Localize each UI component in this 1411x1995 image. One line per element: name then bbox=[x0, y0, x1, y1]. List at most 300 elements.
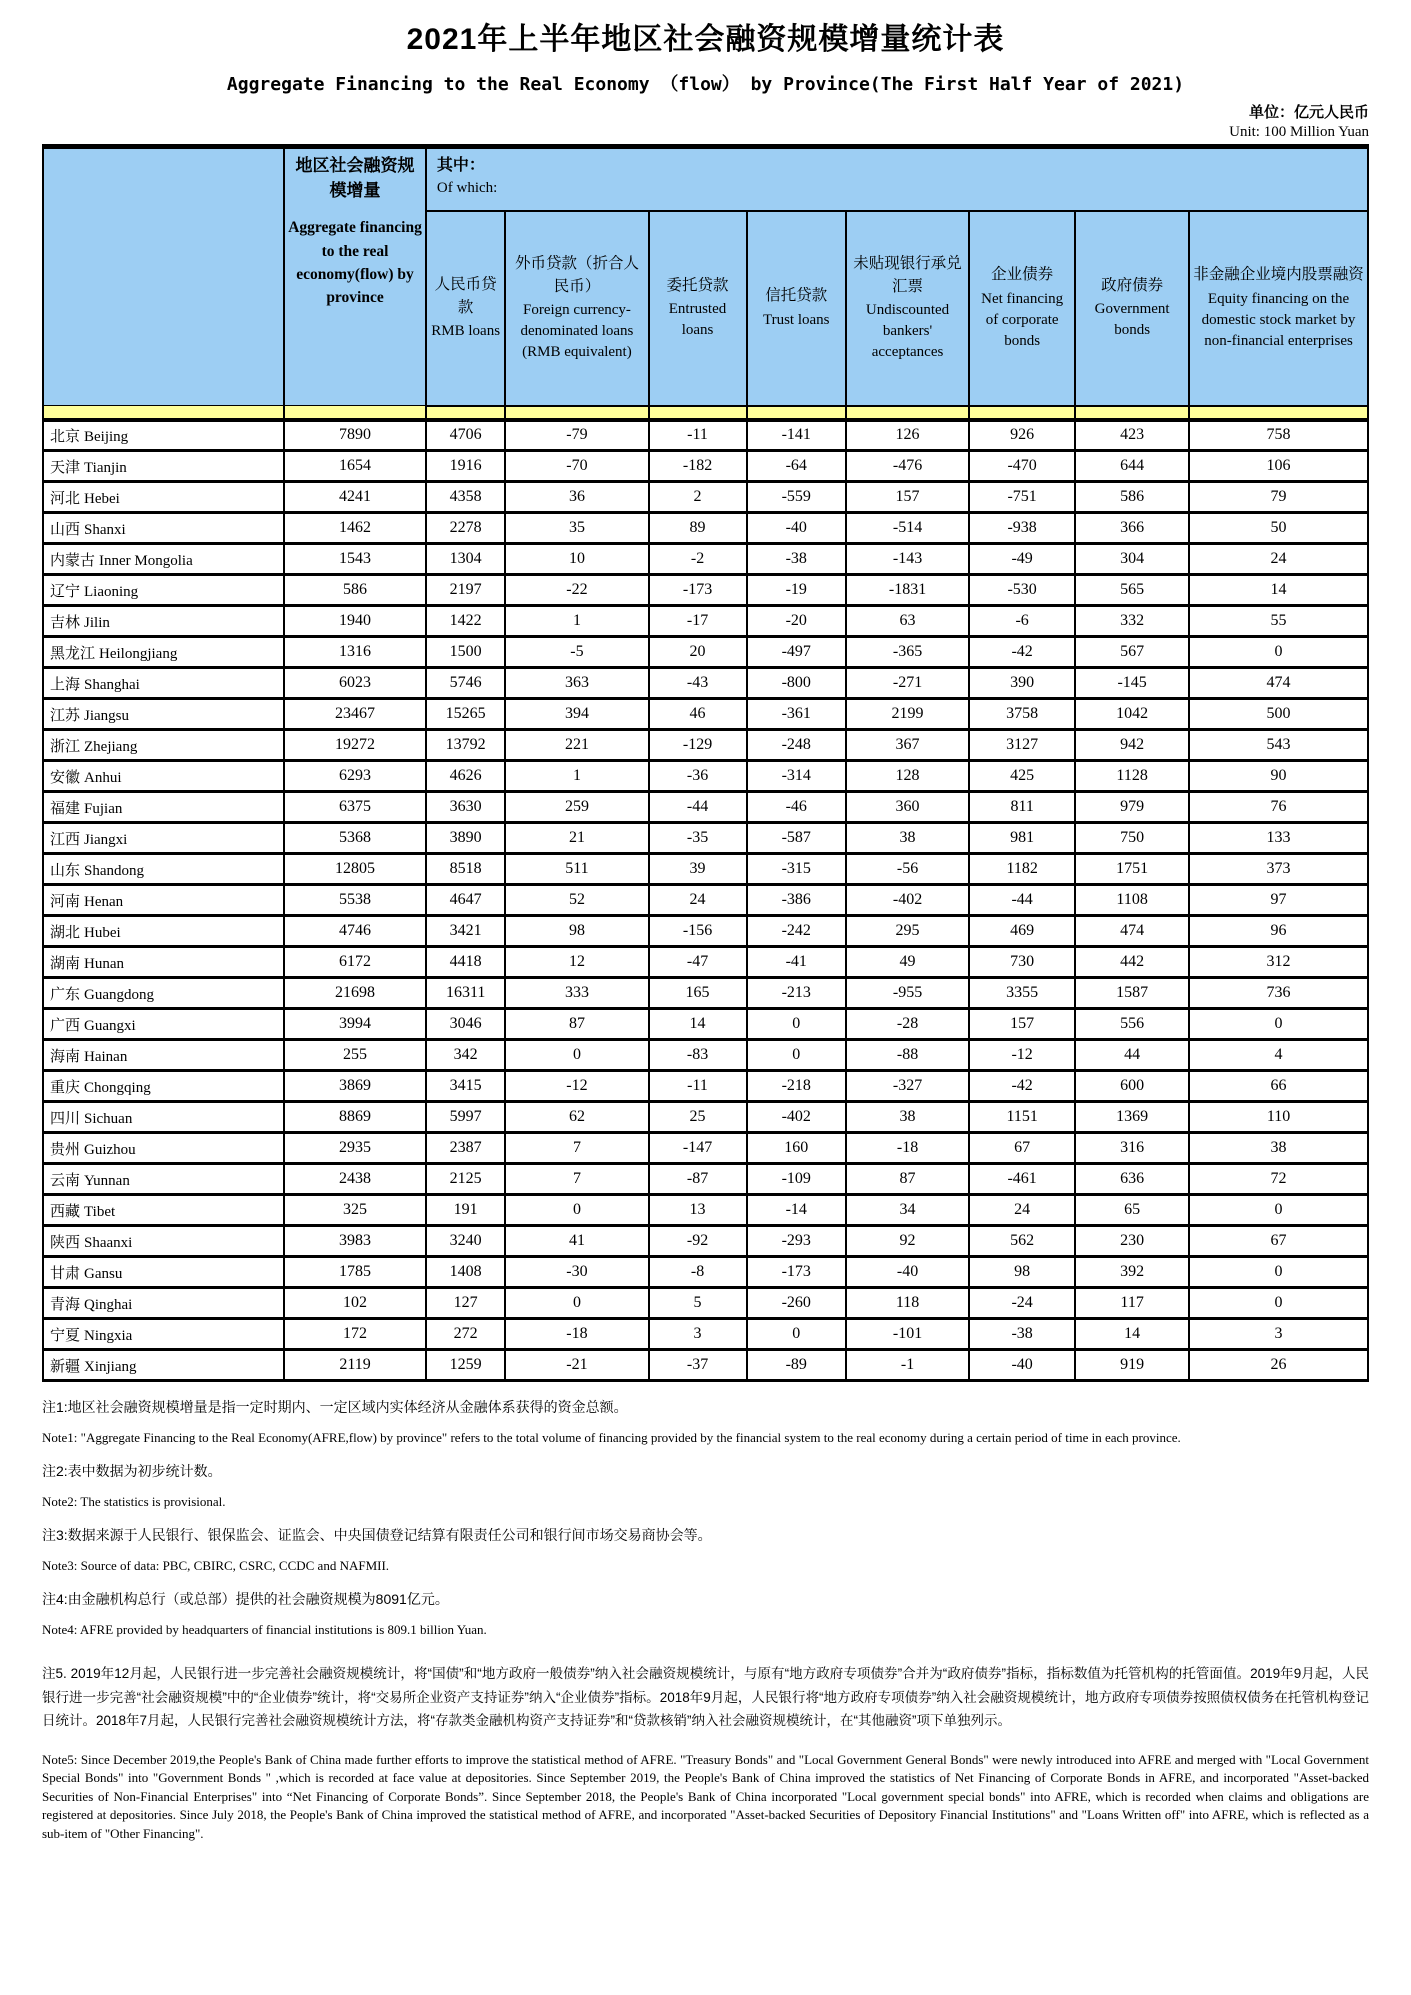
value-cell-government-bonds: 423 bbox=[1075, 420, 1189, 451]
value-cell-trust-loans: -41 bbox=[747, 947, 846, 978]
column-header bbox=[1075, 211, 1189, 406]
value-cell-trust-loans: -260 bbox=[747, 1288, 846, 1319]
value-cell-aggregate: 6375 bbox=[284, 792, 426, 823]
value-cell-corporate-bonds: -751 bbox=[969, 482, 1075, 513]
value-cell-aggregate: 1543 bbox=[284, 544, 426, 575]
value-cell-aggregate: 255 bbox=[284, 1040, 426, 1071]
province-name-zh: 北京 bbox=[50, 427, 81, 445]
value-cell-foreign-currency-loans: -70 bbox=[505, 451, 648, 482]
province-name-zh: 内蒙古 bbox=[50, 551, 96, 569]
value-cell-equity-financing: 72 bbox=[1189, 1164, 1368, 1195]
table-row bbox=[43, 823, 1368, 854]
highlight-strip-cell bbox=[969, 406, 1075, 420]
value-cell-undiscounted-acceptances: 49 bbox=[846, 947, 969, 978]
value-cell-corporate-bonds: 67 bbox=[969, 1133, 1075, 1164]
value-cell-equity-financing: 0 bbox=[1189, 1009, 1368, 1040]
value-cell-trust-loans: -218 bbox=[747, 1071, 846, 1102]
value-cell-government-bonds: 919 bbox=[1075, 1350, 1189, 1381]
value-cell-trust-loans: 160 bbox=[747, 1133, 846, 1164]
value-cell-rmb-loans: 342 bbox=[426, 1040, 506, 1071]
province-name-zh: 辽宁 bbox=[50, 582, 81, 600]
value-cell-government-bonds: 1042 bbox=[1075, 699, 1189, 730]
aggregate-column-header bbox=[284, 147, 426, 406]
value-cell-government-bonds: 1128 bbox=[1075, 761, 1189, 792]
value-cell-undiscounted-acceptances: 367 bbox=[846, 730, 969, 761]
table-row bbox=[43, 885, 1368, 916]
note1-zh: 注1:地区社会融资规模增量是指一定时期内、一定区域内实体经济从金融体系获得的资金总额。 bbox=[42, 1399, 628, 1415]
value-cell-foreign-currency-loans: -5 bbox=[505, 637, 648, 668]
value-cell-aggregate: 6293 bbox=[284, 761, 426, 792]
value-cell-government-bonds: 366 bbox=[1075, 513, 1189, 544]
value-cell-entrusted-loans: 89 bbox=[649, 513, 747, 544]
value-cell-rmb-loans: 16311 bbox=[426, 978, 506, 1009]
table-row bbox=[43, 947, 1368, 978]
province-name-en: Shanxi bbox=[84, 521, 126, 538]
column-header bbox=[1189, 211, 1368, 406]
value-cell-entrusted-loans: -156 bbox=[649, 916, 747, 947]
column-header-en: RMB loans bbox=[431, 322, 501, 339]
province-name-zh: 黑龙江 bbox=[50, 644, 96, 662]
value-cell-undiscounted-acceptances: 295 bbox=[846, 916, 969, 947]
value-cell-undiscounted-acceptances: -28 bbox=[846, 1009, 969, 1040]
value-cell-aggregate: 6172 bbox=[284, 947, 426, 978]
value-cell-corporate-bonds: -461 bbox=[969, 1164, 1075, 1195]
value-cell-government-bonds: 230 bbox=[1075, 1226, 1189, 1257]
value-cell-corporate-bonds: 3355 bbox=[969, 978, 1075, 1009]
value-cell-government-bonds: 750 bbox=[1075, 823, 1189, 854]
value-cell-equity-financing: 66 bbox=[1189, 1071, 1368, 1102]
value-cell-equity-financing: 106 bbox=[1189, 451, 1368, 482]
value-cell-trust-loans: -386 bbox=[747, 885, 846, 916]
value-cell-trust-loans: -64 bbox=[747, 451, 846, 482]
value-cell-rmb-loans: 2125 bbox=[426, 1164, 506, 1195]
value-cell-equity-financing: 133 bbox=[1189, 823, 1368, 854]
value-cell-entrusted-loans: -47 bbox=[649, 947, 747, 978]
province-name-zh: 广西 bbox=[50, 1016, 81, 1034]
value-cell-corporate-bonds: 157 bbox=[969, 1009, 1075, 1040]
value-cell-entrusted-loans: -11 bbox=[649, 420, 747, 451]
value-cell-corporate-bonds: 1182 bbox=[969, 854, 1075, 885]
province-name-en: Jiangxi bbox=[84, 831, 128, 848]
value-cell-undiscounted-acceptances: 126 bbox=[846, 420, 969, 451]
value-cell-undiscounted-acceptances: -101 bbox=[846, 1319, 969, 1350]
province-name-en: Guangxi bbox=[84, 1017, 136, 1034]
value-cell-foreign-currency-loans: -18 bbox=[505, 1319, 648, 1350]
value-cell-government-bonds: 1108 bbox=[1075, 885, 1189, 916]
value-cell-rmb-loans: 3240 bbox=[426, 1226, 506, 1257]
afre-table bbox=[42, 144, 1369, 1382]
column-header bbox=[426, 211, 506, 406]
value-cell-government-bonds: 117 bbox=[1075, 1288, 1189, 1319]
value-cell-entrusted-loans: -2 bbox=[649, 544, 747, 575]
value-cell-aggregate: 3994 bbox=[284, 1009, 426, 1040]
value-cell-undiscounted-acceptances: 38 bbox=[846, 1102, 969, 1133]
province-name-en: Heilongjiang bbox=[99, 645, 178, 662]
table-row bbox=[43, 1133, 1368, 1164]
aggregate-header-en: Aggregate financing to the real economy(flow) by province bbox=[288, 219, 422, 307]
value-cell-undiscounted-acceptances: 38 bbox=[846, 823, 969, 854]
value-cell-corporate-bonds: 1151 bbox=[969, 1102, 1075, 1133]
note4-zh: 注4:由金融机构总行（或总部）提供的社会融资规模为8091亿元。 bbox=[42, 1591, 449, 1607]
value-cell-entrusted-loans: -147 bbox=[649, 1133, 747, 1164]
note5-en: Note5: Since December 2019,the People's Bank of China made further efforts to improve the statistical method of AFRE. "Treasury Bonds" and "Local Government General Bonds" were newly introduced into AFRE and merged with "Local Government Special Bonds" into "Government Bonds " ,which is recorded at face value at depositories. Since September 2019, the People's Bank of China improved the statistics of Net Financing of Corporate Bonds in AFRE, and incorporated "Asset-backed Securities of Non-Financial Enterprises" into “Net Financing of Corporate Bonds”. Since September 2018, the People's Bank of China incorporated "Local government special bonds" into AFRE, which is recorded when claims and obligations are registered at depositories. Since July 2018, the People's Bank of China improved the statistical method of AFRE, and incorporated "Asset-backed Securities of Depository Financial Institutions" and "Loans Written off" into AFRE, which is reflected as a sub-item of "Other Financing". bbox=[42, 1751, 1369, 1841]
province-name-zh: 湖北 bbox=[50, 923, 81, 941]
column-header-en: Net financing of corporate bonds bbox=[981, 290, 1064, 349]
table-row bbox=[43, 637, 1368, 668]
value-cell-equity-financing: 96 bbox=[1189, 916, 1368, 947]
province-cell bbox=[43, 1071, 284, 1102]
value-cell-aggregate: 4746 bbox=[284, 916, 426, 947]
value-cell-foreign-currency-loans: 36 bbox=[505, 482, 648, 513]
value-cell-trust-loans: -109 bbox=[747, 1164, 846, 1195]
highlight-strip-cell bbox=[505, 406, 648, 420]
province-cell bbox=[43, 1009, 284, 1040]
column-header-zh: 非金融企业境内股票融资 bbox=[1193, 266, 1364, 284]
highlight-strip-cell bbox=[284, 406, 426, 420]
province-name-en: Hunan bbox=[84, 955, 125, 972]
value-cell-corporate-bonds: -12 bbox=[969, 1040, 1075, 1071]
value-cell-undiscounted-acceptances: 34 bbox=[846, 1195, 969, 1226]
province-name-en: Xinjiang bbox=[84, 1358, 137, 1375]
value-cell-foreign-currency-loans: -79 bbox=[505, 420, 648, 451]
value-cell-undiscounted-acceptances: -514 bbox=[846, 513, 969, 544]
province-name-zh: 青海 bbox=[50, 1295, 81, 1313]
value-cell-aggregate: 172 bbox=[284, 1319, 426, 1350]
column-header bbox=[846, 211, 969, 406]
value-cell-rmb-loans: 3890 bbox=[426, 823, 506, 854]
value-cell-corporate-bonds: -470 bbox=[969, 451, 1075, 482]
value-cell-entrusted-loans: -129 bbox=[649, 730, 747, 761]
table-row bbox=[43, 1288, 1368, 1319]
value-cell-entrusted-loans: -44 bbox=[649, 792, 747, 823]
value-cell-trust-loans: -14 bbox=[747, 1195, 846, 1226]
value-cell-equity-financing: 0 bbox=[1189, 1288, 1368, 1319]
value-cell-undiscounted-acceptances: 92 bbox=[846, 1226, 969, 1257]
table-row bbox=[43, 730, 1368, 761]
value-cell-aggregate: 2119 bbox=[284, 1350, 426, 1381]
value-cell-corporate-bonds: 981 bbox=[969, 823, 1075, 854]
value-cell-aggregate: 19272 bbox=[284, 730, 426, 761]
table-row bbox=[43, 1164, 1368, 1195]
value-cell-trust-loans: -402 bbox=[747, 1102, 846, 1133]
value-cell-trust-loans: -242 bbox=[747, 916, 846, 947]
value-cell-aggregate: 4241 bbox=[284, 482, 426, 513]
province-cell bbox=[43, 947, 284, 978]
value-cell-aggregate: 3869 bbox=[284, 1071, 426, 1102]
value-cell-rmb-loans: 4647 bbox=[426, 885, 506, 916]
value-cell-entrusted-loans: 13 bbox=[649, 1195, 747, 1226]
table-row bbox=[43, 575, 1368, 606]
province-name-zh: 江西 bbox=[50, 830, 81, 848]
value-cell-undiscounted-acceptances: 360 bbox=[846, 792, 969, 823]
value-cell-equity-financing: 0 bbox=[1189, 1257, 1368, 1288]
column-header bbox=[505, 211, 648, 406]
province-cell bbox=[43, 544, 284, 575]
province-name-en: Chongqing bbox=[84, 1079, 151, 1096]
value-cell-government-bonds: 1369 bbox=[1075, 1102, 1189, 1133]
value-cell-government-bonds: 942 bbox=[1075, 730, 1189, 761]
table-row bbox=[43, 482, 1368, 513]
header-row-top bbox=[43, 147, 1368, 211]
value-cell-corporate-bonds: -42 bbox=[969, 637, 1075, 668]
value-cell-undiscounted-acceptances: -56 bbox=[846, 854, 969, 885]
province-cell bbox=[43, 916, 284, 947]
column-header-zh: 人民币贷款 bbox=[434, 276, 497, 316]
value-cell-equity-financing: 50 bbox=[1189, 513, 1368, 544]
note5-zh: 注5. 2019年12月起，人民银行进一步完善社会融资规模统计，将“国债”和“地方政府一般债券”纳入社会融资规模统计，与原有“地方政府专项债券”合并为“政府债券”指标，指标数值为托管机构的托管面值。2019年9月起，人民银行进一步完善“社会融资规模”中的“企业债券”统计，将“交易所企业资产支持证券”纳入“企业债券”指标。2018年9月起，人民银行将“地方政府专项债券”纳入社会融资规模统计，地方政府专项债券按照债权债务在托管机构登记日统计。2018年7月起，人民银行完善社会融资规模统计方法，将“存款类金融机构资产支持证券”和“贷款核销”纳入社会融资规模统计，在“其他融资”项下单独列示。 bbox=[42, 1666, 1369, 1729]
value-cell-foreign-currency-loans: 35 bbox=[505, 513, 648, 544]
province-name-zh: 浙江 bbox=[50, 737, 81, 755]
value-cell-corporate-bonds: 469 bbox=[969, 916, 1075, 947]
province-name-en: Jilin bbox=[84, 614, 110, 631]
column-header-en: Entrusted loans bbox=[668, 301, 727, 339]
note4-en: Note4: AFRE provided by headquarters of financial institutions is 809.1 billion Yuan. bbox=[42, 1622, 487, 1637]
value-cell-aggregate: 12805 bbox=[284, 854, 426, 885]
province-cell bbox=[43, 1226, 284, 1257]
table-row bbox=[43, 1071, 1368, 1102]
value-cell-equity-financing: 76 bbox=[1189, 792, 1368, 823]
value-cell-rmb-loans: 13792 bbox=[426, 730, 506, 761]
value-cell-trust-loans: 0 bbox=[747, 1009, 846, 1040]
table-row bbox=[43, 420, 1368, 451]
value-cell-undiscounted-acceptances: -40 bbox=[846, 1257, 969, 1288]
value-cell-foreign-currency-loans: 363 bbox=[505, 668, 648, 699]
note2-en: Note2: The statistics is provisional. bbox=[42, 1494, 226, 1509]
province-name-en: Tianjin bbox=[84, 459, 127, 476]
value-cell-corporate-bonds: -24 bbox=[969, 1288, 1075, 1319]
value-cell-equity-financing: 55 bbox=[1189, 606, 1368, 637]
value-cell-equity-financing: 3 bbox=[1189, 1319, 1368, 1350]
note2-zh: 注2:表中数据为初步统计数。 bbox=[42, 1463, 222, 1479]
value-cell-trust-loans: 0 bbox=[747, 1319, 846, 1350]
value-cell-entrusted-loans: 24 bbox=[649, 885, 747, 916]
province-cell bbox=[43, 761, 284, 792]
province-cell bbox=[43, 1195, 284, 1226]
value-cell-government-bonds: 979 bbox=[1075, 792, 1189, 823]
value-cell-government-bonds: 600 bbox=[1075, 1071, 1189, 1102]
province-cell bbox=[43, 451, 284, 482]
province-name-en: Gansu bbox=[84, 1265, 123, 1282]
value-cell-foreign-currency-loans: 7 bbox=[505, 1164, 648, 1195]
value-cell-undiscounted-acceptances: -271 bbox=[846, 668, 969, 699]
value-cell-undiscounted-acceptances: 118 bbox=[846, 1288, 969, 1319]
value-cell-corporate-bonds: -38 bbox=[969, 1319, 1075, 1350]
value-cell-government-bonds: 65 bbox=[1075, 1195, 1189, 1226]
column-header-en: Foreign currency-denominated loans (RMB equivalent) bbox=[520, 301, 634, 360]
province-name-en: Anhui bbox=[84, 769, 122, 786]
value-cell-aggregate: 1654 bbox=[284, 451, 426, 482]
table-row bbox=[43, 699, 1368, 730]
value-cell-equity-financing: 373 bbox=[1189, 854, 1368, 885]
value-cell-aggregate: 1462 bbox=[284, 513, 426, 544]
province-name-en: Jiangsu bbox=[84, 707, 130, 724]
highlight-strip-cell bbox=[43, 406, 284, 420]
column-header-zh: 企业债券 bbox=[991, 266, 1054, 284]
value-cell-foreign-currency-loans: 0 bbox=[505, 1288, 648, 1319]
value-cell-aggregate: 102 bbox=[284, 1288, 426, 1319]
value-cell-corporate-bonds: -42 bbox=[969, 1071, 1075, 1102]
province-name-zh: 安徽 bbox=[50, 768, 81, 786]
value-cell-entrusted-loans: -92 bbox=[649, 1226, 747, 1257]
value-cell-trust-loans: -20 bbox=[747, 606, 846, 637]
value-cell-aggregate: 23467 bbox=[284, 699, 426, 730]
highlight-strip-cell bbox=[649, 406, 747, 420]
value-cell-entrusted-loans: 14 bbox=[649, 1009, 747, 1040]
value-cell-foreign-currency-loans: 394 bbox=[505, 699, 648, 730]
value-cell-trust-loans: -141 bbox=[747, 420, 846, 451]
value-cell-aggregate: 8869 bbox=[284, 1102, 426, 1133]
column-header-zh: 未贴现银行承兑汇票 bbox=[853, 255, 962, 295]
value-cell-government-bonds: 565 bbox=[1075, 575, 1189, 606]
value-cell-rmb-loans: 15265 bbox=[426, 699, 506, 730]
value-cell-government-bonds: 316 bbox=[1075, 1133, 1189, 1164]
value-cell-undiscounted-acceptances: -955 bbox=[846, 978, 969, 1009]
value-cell-entrusted-loans: -87 bbox=[649, 1164, 747, 1195]
table-row bbox=[43, 1102, 1368, 1133]
value-cell-rmb-loans: 3046 bbox=[426, 1009, 506, 1040]
value-cell-rmb-loans: 5997 bbox=[426, 1102, 506, 1133]
province-cell bbox=[43, 1350, 284, 1381]
value-cell-foreign-currency-loans: 1 bbox=[505, 606, 648, 637]
province-cell bbox=[43, 823, 284, 854]
value-cell-trust-loans: -19 bbox=[747, 575, 846, 606]
value-cell-entrusted-loans: 46 bbox=[649, 699, 747, 730]
table-row bbox=[43, 1009, 1368, 1040]
value-cell-equity-financing: 312 bbox=[1189, 947, 1368, 978]
province-name-zh: 宁夏 bbox=[50, 1326, 81, 1344]
value-cell-trust-loans: -361 bbox=[747, 699, 846, 730]
value-cell-equity-financing: 14 bbox=[1189, 575, 1368, 606]
value-cell-foreign-currency-loans: 259 bbox=[505, 792, 648, 823]
value-cell-equity-financing: 97 bbox=[1189, 885, 1368, 916]
value-cell-trust-loans: -173 bbox=[747, 1257, 846, 1288]
value-cell-corporate-bonds: 3127 bbox=[969, 730, 1075, 761]
value-cell-aggregate: 586 bbox=[284, 575, 426, 606]
column-header-en: Equity financing on the domestic stock market by non-financial enterprises bbox=[1201, 290, 1356, 349]
value-cell-foreign-currency-loans: 221 bbox=[505, 730, 648, 761]
value-cell-undiscounted-acceptances: 157 bbox=[846, 482, 969, 513]
value-cell-undiscounted-acceptances: -1 bbox=[846, 1350, 969, 1381]
aggregate-header-zh: 地区社会融资规模增量 bbox=[295, 156, 415, 200]
value-cell-foreign-currency-loans: 1 bbox=[505, 761, 648, 792]
value-cell-trust-loans: -800 bbox=[747, 668, 846, 699]
province-name-zh: 甘肃 bbox=[50, 1264, 81, 1282]
value-cell-entrusted-loans: -11 bbox=[649, 1071, 747, 1102]
value-cell-trust-loans: -559 bbox=[747, 482, 846, 513]
province-name-en: Beijing bbox=[84, 428, 129, 445]
value-cell-rmb-loans: 2197 bbox=[426, 575, 506, 606]
unit-label-zh: 单位：亿元人民币 bbox=[1248, 104, 1369, 121]
province-cell bbox=[43, 1102, 284, 1133]
value-cell-trust-loans: -89 bbox=[747, 1350, 846, 1381]
value-cell-entrusted-loans: 20 bbox=[649, 637, 747, 668]
province-name-en: Shaanxi bbox=[84, 1234, 133, 1251]
province-name-zh: 河北 bbox=[50, 489, 81, 507]
highlight-strip-cell bbox=[1075, 406, 1189, 420]
value-cell-entrusted-loans: 2 bbox=[649, 482, 747, 513]
value-cell-trust-loans: -38 bbox=[747, 544, 846, 575]
province-name-zh: 海南 bbox=[50, 1047, 81, 1065]
province-name-en: Hebei bbox=[84, 490, 120, 507]
value-cell-corporate-bonds: 562 bbox=[969, 1226, 1075, 1257]
of-which-label-en: Of which: bbox=[436, 180, 498, 196]
value-cell-government-bonds: 332 bbox=[1075, 606, 1189, 637]
column-header-zh: 外币贷款（折合人民币） bbox=[514, 255, 639, 295]
value-cell-corporate-bonds: -49 bbox=[969, 544, 1075, 575]
value-cell-foreign-currency-loans: 12 bbox=[505, 947, 648, 978]
value-cell-trust-loans: -213 bbox=[747, 978, 846, 1009]
value-cell-undiscounted-acceptances: -365 bbox=[846, 637, 969, 668]
column-header-zh: 信托贷款 bbox=[765, 287, 828, 305]
value-cell-government-bonds: 636 bbox=[1075, 1164, 1189, 1195]
value-cell-rmb-loans: 1916 bbox=[426, 451, 506, 482]
value-cell-undiscounted-acceptances: -402 bbox=[846, 885, 969, 916]
value-cell-aggregate: 2438 bbox=[284, 1164, 426, 1195]
value-cell-entrusted-loans: -17 bbox=[649, 606, 747, 637]
highlight-strip-cell bbox=[747, 406, 846, 420]
province-name-en: Liaoning bbox=[84, 583, 139, 600]
value-cell-equity-financing: 67 bbox=[1189, 1226, 1368, 1257]
unit-label-en: Unit: 100 Million Yuan bbox=[1229, 123, 1369, 140]
value-cell-rmb-loans: 3421 bbox=[426, 916, 506, 947]
table-row bbox=[43, 978, 1368, 1009]
province-name-en: Yunnan bbox=[84, 1172, 130, 1189]
value-cell-rmb-loans: 4358 bbox=[426, 482, 506, 513]
column-header-en: Trust loans bbox=[762, 311, 830, 328]
value-cell-government-bonds: 567 bbox=[1075, 637, 1189, 668]
province-name-zh: 福建 bbox=[50, 799, 81, 817]
province-name-zh: 贵州 bbox=[50, 1140, 81, 1158]
province-name-en: Hainan bbox=[84, 1048, 128, 1065]
value-cell-foreign-currency-loans: 333 bbox=[505, 978, 648, 1009]
value-cell-undiscounted-acceptances: 87 bbox=[846, 1164, 969, 1195]
province-cell bbox=[43, 668, 284, 699]
value-cell-rmb-loans: 272 bbox=[426, 1319, 506, 1350]
province-cell bbox=[43, 1133, 284, 1164]
column-header-zh: 委托贷款 bbox=[666, 276, 729, 294]
province-name-zh: 河南 bbox=[50, 892, 81, 910]
value-cell-rmb-loans: 1259 bbox=[426, 1350, 506, 1381]
province-name-en: Zhejiang bbox=[84, 738, 138, 755]
table-row bbox=[43, 916, 1368, 947]
table-row bbox=[43, 1257, 1368, 1288]
value-cell-aggregate: 5538 bbox=[284, 885, 426, 916]
table-row bbox=[43, 761, 1368, 792]
province-cell bbox=[43, 637, 284, 668]
value-cell-corporate-bonds: -44 bbox=[969, 885, 1075, 916]
province-name-zh: 西藏 bbox=[50, 1202, 81, 1220]
column-header bbox=[747, 211, 846, 406]
value-cell-rmb-loans: 191 bbox=[426, 1195, 506, 1226]
province-cell bbox=[43, 1288, 284, 1319]
value-cell-trust-loans: -46 bbox=[747, 792, 846, 823]
value-cell-equity-financing: 0 bbox=[1189, 1195, 1368, 1226]
province-cell bbox=[43, 482, 284, 513]
value-cell-foreign-currency-loans: 98 bbox=[505, 916, 648, 947]
value-cell-corporate-bonds: -40 bbox=[969, 1350, 1075, 1381]
value-cell-rmb-loans: 3630 bbox=[426, 792, 506, 823]
value-cell-trust-loans: -587 bbox=[747, 823, 846, 854]
province-cell bbox=[43, 513, 284, 544]
value-cell-aggregate: 1785 bbox=[284, 1257, 426, 1288]
value-cell-undiscounted-acceptances: 63 bbox=[846, 606, 969, 637]
value-cell-corporate-bonds: 811 bbox=[969, 792, 1075, 823]
value-cell-foreign-currency-loans: 7 bbox=[505, 1133, 648, 1164]
value-cell-aggregate: 1316 bbox=[284, 637, 426, 668]
value-cell-trust-loans: -40 bbox=[747, 513, 846, 544]
value-cell-undiscounted-acceptances: -476 bbox=[846, 451, 969, 482]
value-cell-corporate-bonds: 730 bbox=[969, 947, 1075, 978]
